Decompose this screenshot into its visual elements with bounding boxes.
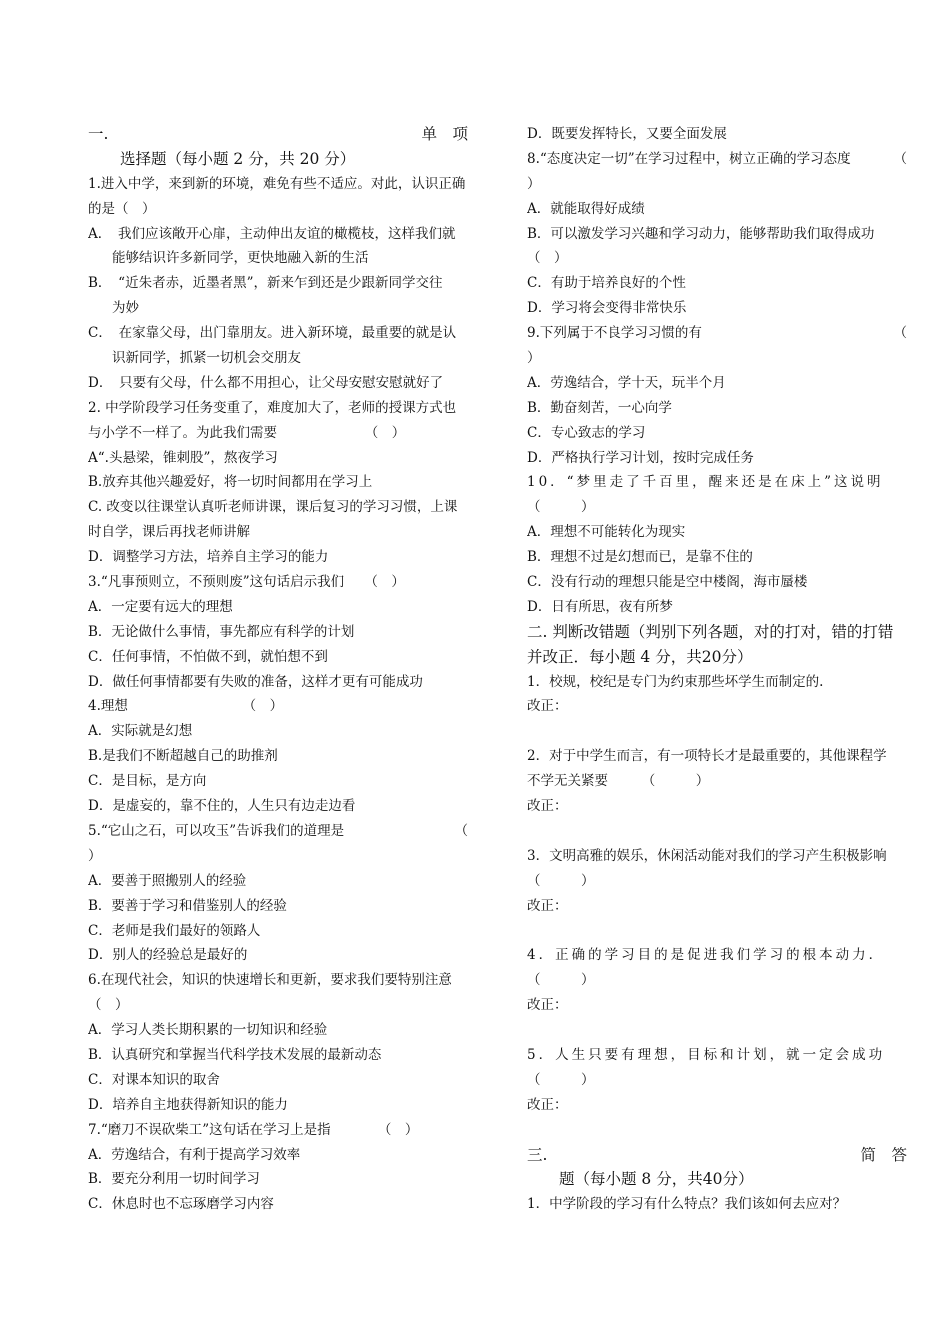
q4-option-c: C．是目标，是方向 — [88, 773, 207, 790]
q2-option-a: A“.头悬梁，锥刺股”，熬夜学习 — [88, 449, 278, 466]
judge-1-stem: 1．校规，校纪是专门为约束那些坏学生而制定的. — [527, 673, 824, 690]
q5-option-a: A．要善于照搬别人的经验 — [88, 872, 247, 889]
q10-paren: （ ） — [527, 499, 595, 516]
q7-option-b: B．要充分利用一切时间学习 — [88, 1171, 260, 1188]
spacer — [527, 819, 907, 844]
q5-paren-open: （ — [454, 822, 468, 839]
q8-option-a: A．就能取得好成绩 — [527, 200, 645, 217]
section-2-title: 并改正．每小题 4 分，共20分） — [527, 647, 753, 666]
q9-option-b: B．勤奋刻苦，一心向学 — [527, 399, 672, 416]
q10-option-b: B．理想不过是幻想而已，是靠不住的 — [527, 549, 753, 566]
judge-5-correction: 改正： — [527, 1096, 568, 1113]
q8-option-d: D．学习将会变得非常快乐 — [527, 300, 687, 317]
q7-option-a: A．劳逸结合，有利于提高学习效率 — [88, 1146, 301, 1163]
judge-5-paren: （ ） — [527, 1071, 595, 1088]
q1-stem: 的是（ ） — [88, 200, 156, 217]
judge-2-stem: 不学无关紧要 （ ） — [527, 773, 710, 790]
section-3-title-end: 简 答 — [860, 1145, 907, 1164]
judge-4-paren: （ ） — [527, 972, 595, 989]
judge-2-stem: 2．对于中学生而言，有一项特长才是最重要的，其他课程学 — [527, 748, 887, 765]
q4-stem: 4.理想 （ ） — [88, 698, 284, 715]
q1-option-a: A． 我们应该敞开心扉，主动伸出友谊的橄榄枝，这样我们就 — [88, 225, 456, 242]
q5-option-b: B．要善于学习和借鉴别人的经验 — [88, 897, 287, 914]
q6-option-b: B．认真研究和掌握当代科学技术发展的最新动态 — [88, 1046, 382, 1063]
judge-4-correction: 改正： — [527, 997, 568, 1014]
q9-option-a: A．劳逸结合，学十天，玩半个月 — [527, 374, 726, 391]
q4-option-d: D．是虚妄的，靠不住的，人生只有边走边看 — [88, 798, 356, 815]
q4-option-a: A．实际就是幻想 — [88, 723, 193, 740]
section-1-title-end: 单 项 — [421, 125, 468, 143]
q5-stem-text: 5.“它山之石，可以攻玉”告诉我们的道理是 — [88, 822, 345, 839]
spacer — [527, 1118, 907, 1143]
q9-paren-open: （ — [893, 325, 907, 342]
right-column — [527, 122, 907, 1217]
q3-option-c: C．任何事情，不怕做不到，就怕想不到 — [88, 648, 328, 665]
section-1-number: 一. — [88, 125, 109, 143]
q2-option-b: B.放弃其他兴趣爱好，将一切时间都用在学习上 — [88, 474, 373, 491]
q6-option-a: A．学习人类长期积累的一切知识和经验 — [88, 1022, 328, 1039]
q1-option-d: D． 只要有父母，什么都不用担心，让父母安慰安慰就好了 — [88, 374, 444, 391]
q1-option-b: B． “近朱者赤，近墨者黑”，新来乍到还是少跟新同学交往 — [88, 275, 443, 292]
q2-stem: 2. 中学阶段学习任务变重了，难度加大了，老师的授课方式也 — [88, 399, 457, 416]
q10-option-c: C．没有行动的理想只能是空中楼阁，海市蜃楼 — [527, 574, 808, 591]
section-3-number: 三. — [527, 1145, 548, 1164]
judge-5-stem: 5．人生只要有理想，目标和计划，就一定会成功 — [527, 1046, 886, 1063]
q1-option-c: C． 在家靠父母，出门靠朋友。进入新环境，最重要的就是认 — [88, 325, 457, 342]
q3-option-a: A．一定要有远大的理想 — [88, 598, 233, 615]
q8-stem-text: 8.“态度决定一切”在学习过程中，树立正确的学习态度 — [527, 150, 851, 167]
q7-stem: 7.“磨刀不误砍柴工”这句话在学习上是指 （ ） — [88, 1121, 419, 1138]
q3-option-b: B．无论做什么事情，事先都应有科学的计划 — [88, 623, 355, 640]
q6-option-d: D．培养自主地获得新知识的能力 — [88, 1096, 288, 1113]
q2-option-c: 时自学，课后再找老师讲解 — [88, 524, 250, 541]
q9-option-d: D．严格执行学习计划，按时完成任务 — [527, 449, 754, 466]
q5-option-c: C．老师是我们最好的领路人 — [88, 922, 261, 939]
q8-option-c: C．有助于培养良好的个性 — [527, 275, 686, 292]
q10-stem: 10．“梦里走了千百里，醒来还是在床上”这说明 — [527, 474, 884, 491]
q1-option-c: 识新同学，抓紧一切机会交朋友 — [112, 350, 301, 367]
q2-option-c: C. 改变以往课堂认真听老师讲课，课后复习的学习习惯，上课 — [88, 499, 458, 516]
q7-option-d: D．既要发挥特长，又要全面发展 — [527, 126, 727, 142]
judge-3-correction: 改正： — [527, 897, 568, 914]
judge-2-correction: 改正： — [527, 798, 568, 815]
q9-stem — [527, 321, 907, 346]
q9-option-c: C．专心致志的学习 — [527, 424, 646, 441]
q8-option-b: B．可以激发学习兴趣和学习动力，能够帮助我们取得成功 — [527, 225, 875, 242]
q10-option-a: A．理想不可能转化为现实 — [527, 524, 686, 541]
q4-option-b: B.是我们不断超越自己的助推剂 — [88, 748, 278, 765]
q2-option-d: D．调整学习方法，培养自主学习的能力 — [88, 549, 329, 566]
section-2-title: 二. 判断改错题（判别下列各题，对的打对，错的打错 — [527, 622, 894, 641]
spacer — [527, 719, 907, 744]
q9-stem-text: 9.下列属于不良学习习惯的有 — [527, 325, 702, 342]
q7-option-c: C．休息时也不忘琢磨学习内容 — [88, 1196, 274, 1213]
q6-stem: （ ） — [88, 997, 129, 1014]
q2-stem: 与小学不一样了。为此我们需要 （ ） — [88, 424, 406, 441]
judge-1-correction: 改正： — [527, 698, 568, 715]
q8-option-b: （ ） — [527, 250, 568, 267]
q6-option-c: C．对课本知识的取舍 — [88, 1071, 220, 1088]
judge-3-stem: 3．文明高雅的娱乐，休闲活动能对我们的学习产生积极影响 — [527, 847, 887, 864]
q5-option-d: D．别人的经验总是最好的 — [88, 947, 248, 964]
q9-paren-close: ） — [527, 350, 541, 367]
section-1-heading — [88, 122, 468, 147]
q1-option-b: 为妙 — [112, 300, 139, 317]
judge-4-stem: 4．正确的学习目的是促进我们学习的根本动力． — [527, 947, 886, 964]
q6-stem: 6.在现代社会，知识的快速增长和更新，要求我们要特别注意 — [88, 972, 452, 989]
q8-paren-open: （ — [893, 150, 907, 167]
section-3-heading — [527, 1143, 907, 1168]
q1-option-a: 能够结识许多新同学，更快地融入新的生活 — [112, 250, 369, 267]
spacer — [527, 1018, 907, 1043]
q3-option-d: D．做任何事情都要有失败的准备，这样才更有可能成功 — [88, 673, 423, 690]
q8-stem — [527, 147, 907, 172]
section-1-title: 选择题（每小题 2 分，共 20 分） — [120, 149, 356, 168]
q5-paren-close: ） — [88, 847, 102, 864]
q10-option-d: D．日有所思，夜有所梦 — [527, 598, 673, 615]
q5-stem — [88, 819, 468, 844]
q3-stem: 3.“凡事预则立，不预则废”这句话启示我们 （ ） — [88, 574, 405, 591]
q8-paren-close: ） — [527, 175, 541, 192]
q1-stem: 1.进入中学，来到新的环境，难免有些不适应。对此，认识正确 — [88, 175, 466, 192]
spacer — [527, 919, 907, 944]
section-3-title: 题（每小题 8 分，共40分） — [559, 1170, 754, 1189]
left-column — [88, 122, 468, 1217]
judge-3-paren: （ ） — [527, 872, 595, 889]
short-answer-1: 1．中学阶段的学习有什么特点？我们该如何去应对？ — [527, 1196, 847, 1213]
